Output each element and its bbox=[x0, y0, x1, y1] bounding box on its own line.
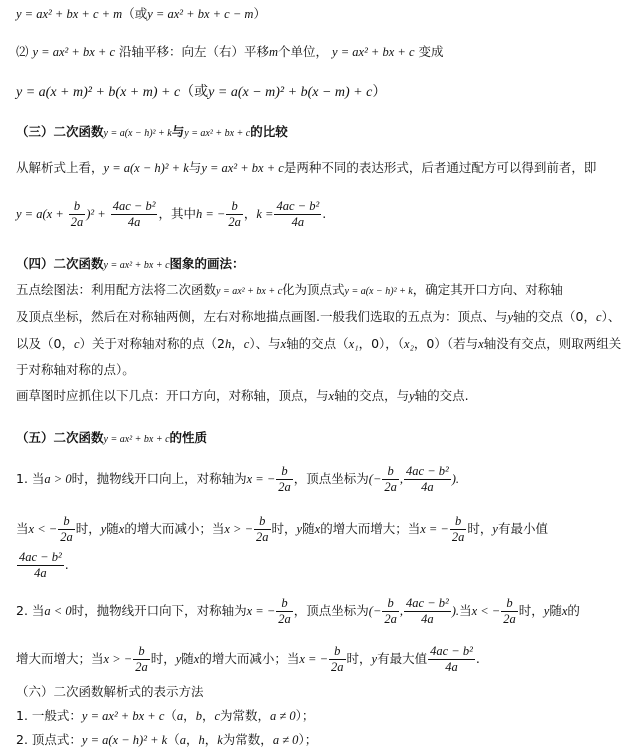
formula: )² + bbox=[86, 207, 106, 221]
text: 沿轴平移：向左（右）平移 bbox=[118, 44, 269, 59]
heading-text: 的比较 bbox=[250, 124, 288, 139]
formula: x = − bbox=[299, 652, 329, 666]
text: 为常数， bbox=[220, 708, 271, 723]
shift-left-right-statement bbox=[16, 44, 444, 60]
text: 的 bbox=[567, 603, 580, 618]
text: 时， bbox=[271, 521, 297, 536]
text: ，确定其开口方向、对称轴 bbox=[412, 282, 563, 297]
text: ）、与 bbox=[249, 336, 281, 351]
text: 化为顶点式 bbox=[282, 282, 345, 297]
text: 2. 顶点式： bbox=[16, 732, 82, 747]
section-heading-3 bbox=[16, 124, 288, 142]
fraction: $\frac{\text{4ac − b²}}{4a}$ bbox=[276, 199, 320, 229]
variable: y bbox=[296, 522, 303, 536]
text: 与 bbox=[188, 160, 202, 175]
formula: a ≠ 0 bbox=[270, 709, 296, 723]
text: . bbox=[64, 557, 69, 572]
vertex-form-derivation bbox=[16, 196, 326, 232]
fraction: $\frac{b}{2a}$ bbox=[60, 514, 73, 544]
property-2 bbox=[16, 594, 580, 628]
formula: y = a(x − h)² + k bbox=[103, 128, 172, 139]
five-point-method-line-3 bbox=[16, 336, 621, 352]
formula: y = a(x + m)² + b(x + m) + c bbox=[16, 85, 181, 100]
text: （ bbox=[164, 708, 177, 723]
text: ） bbox=[372, 84, 387, 100]
formula: k = bbox=[256, 207, 274, 221]
fraction: $\frac{b}{2a}$ bbox=[278, 464, 291, 494]
text: 有最大值 bbox=[377, 651, 428, 666]
heading-text: （四）二次函数 bbox=[16, 256, 104, 271]
variable: h bbox=[224, 337, 232, 351]
text: 为常数， bbox=[222, 732, 273, 747]
variable: y bbox=[543, 604, 550, 618]
formula: x = − bbox=[420, 522, 449, 536]
fraction: $\frac{b}{2a}$ bbox=[384, 596, 397, 626]
formula: y = ax² + bx + c bbox=[332, 45, 415, 59]
text: （或 bbox=[180, 84, 209, 100]
text: ，0）（若与 bbox=[413, 336, 479, 351]
item-number: ⑵ bbox=[16, 44, 29, 59]
shifted-formula bbox=[16, 84, 386, 101]
formula: y = a(x − m)² + b(x − m) + c bbox=[208, 85, 373, 100]
formula: y = a(x − h)² + k bbox=[103, 161, 189, 175]
text: 及顶点坐标，然后在对称轴两侧，左右对称地描点画图.一般我们选取的五点为：顶点、与 bbox=[16, 309, 508, 324]
formula: y = ax² + bx + c bbox=[184, 128, 251, 139]
text: 轴的交点（0， bbox=[513, 309, 597, 324]
variable: k bbox=[217, 733, 223, 747]
formula: ). bbox=[451, 472, 460, 486]
section-heading-6 bbox=[16, 684, 204, 700]
text: ，顶点坐标为 bbox=[293, 603, 369, 618]
fraction: $\frac{b}{2a}$ bbox=[503, 596, 516, 626]
formula: x < − bbox=[471, 604, 501, 618]
formula: y = ax² + bx + c − m bbox=[147, 7, 254, 21]
text: 轴的交点（ bbox=[286, 336, 349, 351]
fraction: $\frac{b}{2a}$ bbox=[70, 199, 84, 229]
section-heading-5 bbox=[16, 430, 207, 448]
text: 是两种不同的表达形式，后者通过配方可以得到前者，即 bbox=[283, 160, 597, 175]
fraction: $\frac{b}{2a}$ bbox=[256, 514, 269, 544]
fraction: $\frac{\text{4ac − b²}}{4a}$ bbox=[406, 464, 449, 494]
variable: x₁ bbox=[348, 337, 359, 351]
text: （或 bbox=[122, 6, 148, 21]
variable: x bbox=[314, 522, 321, 536]
text: 个单位， bbox=[278, 44, 329, 59]
fraction: $\frac{b}{2a}$ bbox=[135, 644, 148, 674]
formula: x = − bbox=[246, 604, 276, 618]
text: 轴的交点. bbox=[414, 388, 469, 403]
text: ）； bbox=[298, 732, 318, 747]
text: 增大而增大；当 bbox=[16, 651, 104, 666]
fraction: $\frac{b}{2a}$ bbox=[331, 644, 344, 674]
text: ， bbox=[243, 206, 257, 221]
text: 变成 bbox=[418, 44, 444, 59]
sketch-tips bbox=[16, 388, 469, 404]
five-point-method-line-2 bbox=[16, 309, 620, 325]
variable: x bbox=[328, 389, 335, 403]
text: ，顶点坐标为 bbox=[293, 471, 369, 486]
formula: h = − bbox=[195, 207, 226, 221]
formula: y = ax² + bx + c bbox=[32, 45, 115, 59]
variable: x₂ bbox=[404, 337, 414, 351]
text: 时，抛物线开口向下，对称轴为 bbox=[71, 603, 247, 618]
heading-text: 图象的画法： bbox=[169, 256, 245, 271]
text: . bbox=[475, 651, 480, 666]
formula: , bbox=[399, 472, 404, 486]
formula: y = ax² + bx + c bbox=[103, 434, 170, 445]
fraction: $\frac{b}{2a}$ bbox=[384, 464, 397, 494]
fraction: $\frac{b}{2a}$ bbox=[278, 596, 291, 626]
formula: y = ax² + bx + c bbox=[216, 286, 283, 297]
formula: x < − bbox=[28, 522, 58, 536]
text: ）关于对称轴对称的点（2 bbox=[79, 336, 225, 351]
text: 时，抛物线开口向上，对称轴为 bbox=[71, 471, 247, 486]
text: 的增大而减小；当 bbox=[124, 521, 225, 536]
fraction: $\frac{\text{4ac − b²}}{4a}$ bbox=[19, 550, 62, 580]
variable: y bbox=[507, 310, 514, 324]
text: 时， bbox=[467, 521, 493, 536]
text: ， bbox=[204, 732, 218, 747]
comparison-paragraph bbox=[16, 160, 596, 176]
variable: x bbox=[193, 652, 200, 666]
formula: a < 0 bbox=[44, 604, 72, 618]
formula: ). bbox=[451, 604, 460, 618]
variable: a bbox=[179, 733, 186, 747]
five-point-method-line-4 bbox=[16, 362, 135, 378]
text: 的增大而减小；当 bbox=[199, 651, 300, 666]
formula: a ≠ 0 bbox=[272, 733, 299, 747]
variable: m bbox=[269, 45, 279, 59]
text: ， bbox=[201, 708, 215, 723]
variable: y bbox=[371, 652, 378, 666]
property-2-monotonic bbox=[16, 642, 480, 676]
text: 随 bbox=[549, 603, 562, 618]
formula: y = a(x − h)² + k bbox=[344, 286, 413, 297]
text: ）、 bbox=[601, 309, 621, 324]
text: 当 bbox=[459, 603, 472, 618]
formula: y = ax² + bx + c + m bbox=[16, 7, 123, 21]
text: 1. 当 bbox=[16, 471, 45, 486]
formula: y = ax² + bx + c bbox=[201, 161, 284, 175]
variable: x bbox=[280, 337, 287, 351]
text: 时， bbox=[150, 651, 176, 666]
text: 1. 一般式： bbox=[16, 708, 82, 723]
text: 随 bbox=[181, 651, 194, 666]
text: 时， bbox=[75, 521, 101, 536]
formula: y = a(x − h)² + k bbox=[81, 733, 168, 747]
property-1-min-value bbox=[16, 548, 69, 582]
text: 有最小值 bbox=[497, 521, 548, 536]
text: ，0），（ bbox=[358, 336, 405, 351]
text: ，其中 bbox=[158, 206, 196, 221]
text: 随 bbox=[302, 521, 315, 536]
text: 以及（0， bbox=[16, 336, 74, 351]
formula: (− bbox=[368, 472, 382, 486]
fraction: $\frac{\text{4ac − b²}}{4a}$ bbox=[406, 596, 449, 626]
formula: y = a(x + bbox=[16, 207, 64, 221]
text: 画草图时应抓住以下几点：开口方向，对称轴，顶点，与 bbox=[16, 388, 329, 403]
text: 轴没有交点，则取两组关 bbox=[483, 336, 621, 351]
text: ， bbox=[231, 336, 244, 351]
formula: a > 0 bbox=[44, 472, 72, 486]
shift-up-down-formula bbox=[16, 6, 266, 22]
text: 五点绘图法：利用配方法将二次函数 bbox=[16, 282, 217, 297]
text: 于对称轴对称的点）。 bbox=[16, 362, 135, 377]
variable: h bbox=[198, 733, 205, 747]
formula: , bbox=[399, 604, 404, 618]
text: 2. 当 bbox=[16, 603, 45, 618]
heading-text: （三）二次函数 bbox=[16, 124, 104, 139]
variable: x bbox=[561, 604, 568, 618]
section-heading-4 bbox=[16, 256, 245, 274]
text: 随 bbox=[106, 521, 119, 536]
formula: x = − bbox=[246, 472, 276, 486]
variable: a bbox=[176, 709, 184, 723]
formula: y = ax² + bx + c bbox=[103, 260, 170, 271]
heading-text: 的性质 bbox=[169, 430, 208, 445]
variable: y bbox=[175, 652, 182, 666]
heading-text: 与 bbox=[171, 124, 185, 139]
text: . bbox=[322, 206, 327, 221]
text: ） bbox=[253, 6, 266, 21]
formula: (− bbox=[368, 604, 382, 618]
variable: x bbox=[478, 337, 484, 351]
text: 从解析式上看， bbox=[16, 160, 104, 175]
fraction: $\frac{b}{2a}$ bbox=[228, 199, 241, 229]
variable: c bbox=[596, 310, 602, 324]
general-form bbox=[16, 708, 314, 724]
variable: y bbox=[492, 522, 498, 536]
text: 当 bbox=[16, 521, 29, 536]
variable: b bbox=[195, 709, 202, 723]
formula: x > − bbox=[103, 652, 133, 666]
text: 轴的交点，与 bbox=[334, 388, 410, 403]
variable: y bbox=[100, 522, 107, 536]
text: 时， bbox=[518, 603, 544, 618]
vertex-form bbox=[16, 732, 317, 748]
text: 时， bbox=[346, 651, 372, 666]
variable: x bbox=[118, 522, 125, 536]
property-1-monotonic bbox=[16, 512, 548, 546]
text: ， bbox=[185, 732, 199, 747]
text: 的增大而增大；当 bbox=[320, 521, 421, 536]
formula: x > − bbox=[224, 522, 254, 536]
text: ， bbox=[183, 708, 196, 723]
text: （ bbox=[167, 732, 180, 747]
five-point-method-line-1 bbox=[16, 282, 563, 300]
variable: y bbox=[409, 389, 415, 403]
fraction: $\frac{b}{2a}$ bbox=[451, 514, 465, 544]
heading-text: （五）二次函数 bbox=[16, 430, 104, 445]
property-1 bbox=[16, 462, 459, 496]
fraction: $\frac{\text{4ac − b²}}{4a}$ bbox=[430, 644, 473, 674]
fraction: $\frac{\text{4ac − b²}}{4a}$ bbox=[112, 199, 156, 229]
variable: c bbox=[73, 337, 80, 351]
text: ）； bbox=[295, 708, 315, 723]
formula: y = ax² + bx + c bbox=[81, 709, 165, 723]
heading-text: （六）二次函数解析式的表示方法 bbox=[16, 684, 204, 699]
variable: c bbox=[214, 709, 221, 723]
variable: c bbox=[243, 337, 250, 351]
